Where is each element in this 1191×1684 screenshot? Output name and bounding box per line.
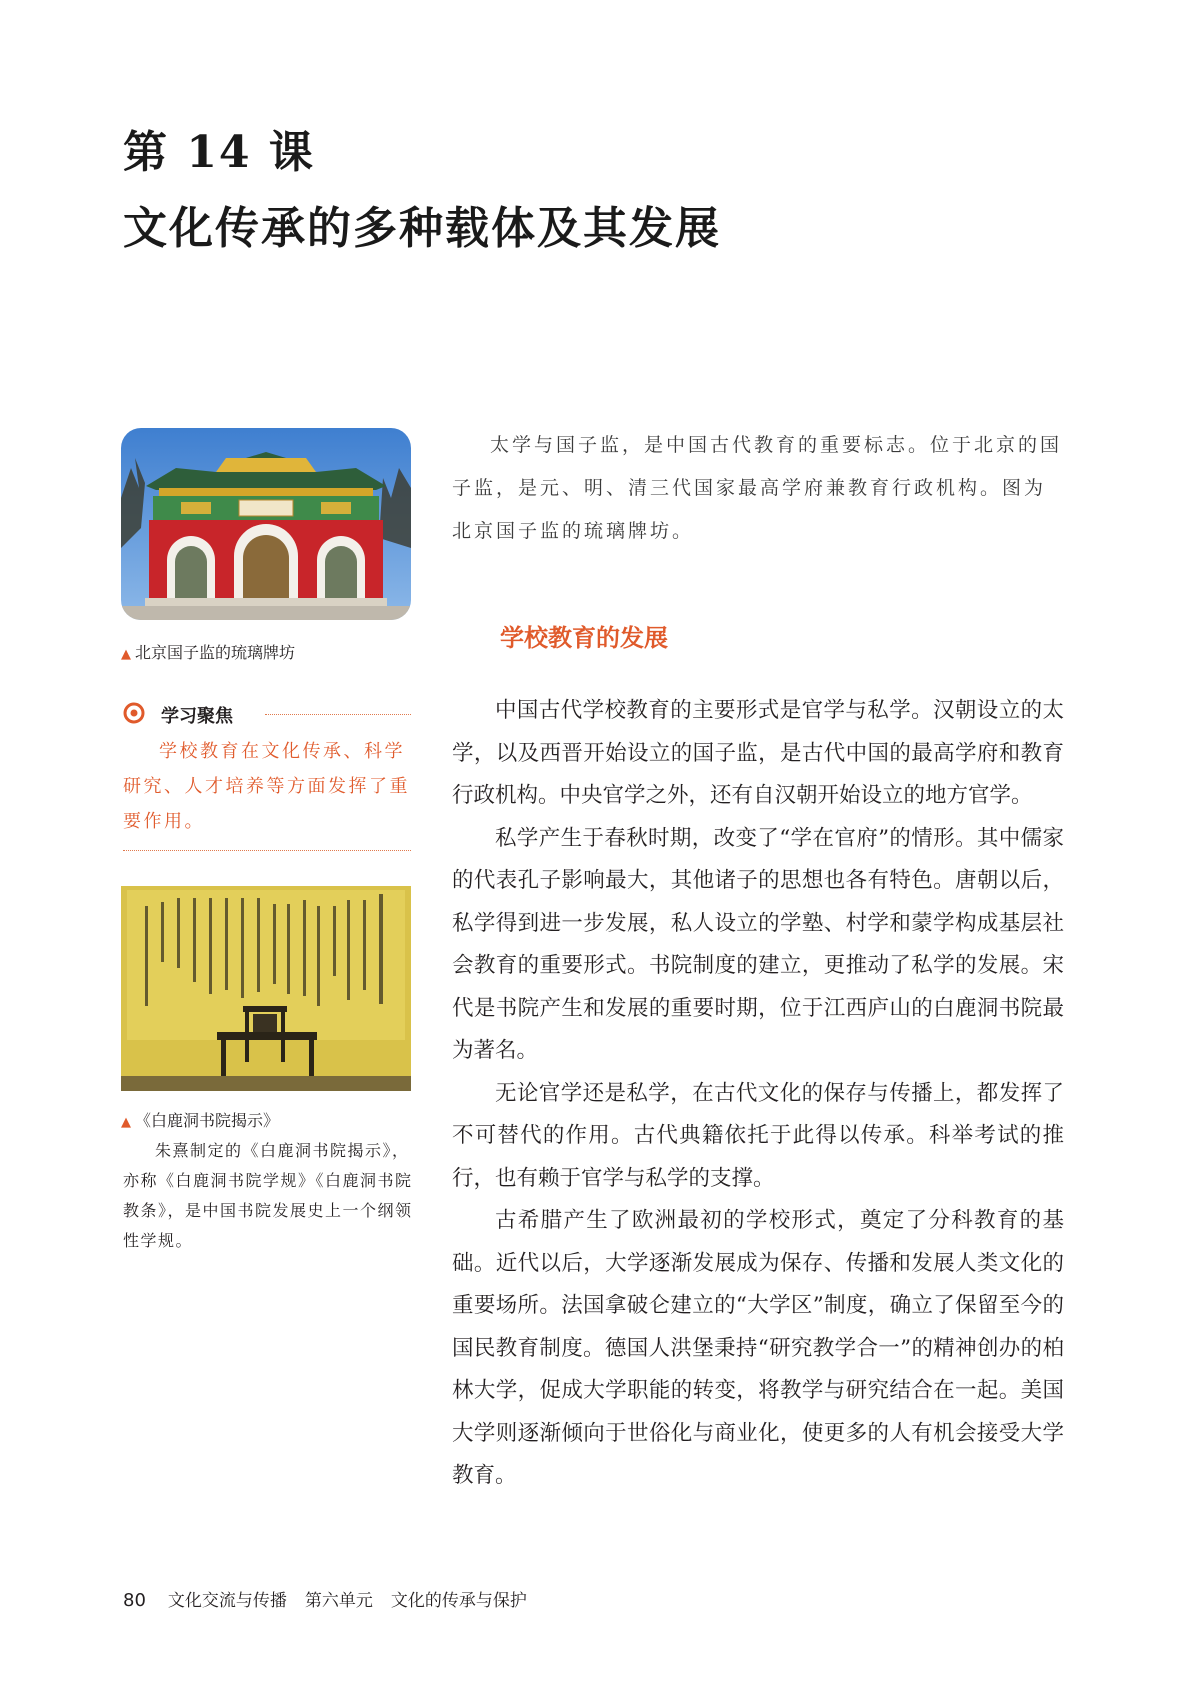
section-heading: 学校教育的发展 bbox=[500, 624, 668, 652]
lesson-title: 文化传承的多种载体及其发展 bbox=[123, 203, 721, 254]
dotted-divider bbox=[123, 850, 411, 851]
study-focus-text: 学校教育在文化传承、科学研究、人才培养等方面发挥了重要作用。 bbox=[123, 741, 410, 832]
caption-triangle-icon: ▲ bbox=[121, 647, 131, 662]
inscription-caption-text: 《白鹿洞书院揭示》 bbox=[135, 1111, 280, 1130]
archway-photo bbox=[121, 428, 411, 620]
inscription-caption bbox=[121, 1108, 279, 1131]
page-number: 80 bbox=[123, 1590, 146, 1611]
target-icon bbox=[123, 702, 145, 724]
archway-caption bbox=[121, 640, 295, 663]
caption-triangle-icon: ▲ bbox=[121, 1115, 131, 1130]
footer-book: 文化交流与传播 bbox=[167, 1591, 287, 1611]
page-footer bbox=[123, 1586, 545, 1611]
intro-paragraph: 太学与国子监，是中国古代教育的重要标志。位于北京的国子监，是元、明、清三代国家最高学府兼教育行政机构。图为北京国子监的琉璃牌坊。 bbox=[452, 434, 1063, 542]
archway-caption-text: 北京国子监的琉璃牌坊 bbox=[135, 643, 296, 662]
dotted-divider bbox=[265, 714, 411, 715]
inscription-note: 朱熹制定的《白鹿洞书院揭示》，亦称《白鹿洞书院学规》《白鹿洞书院教条》，是中国书院发展史上一个纲领性学规。 bbox=[123, 1141, 413, 1250]
body-paragraph: 中国古代学校教育的主要形式是官学与私学。汉朝设立的太学，以及西晋开始设立的国子监，是古代中国的最高学府和教育行政机构。中央官学之外，还有自汉朝开始设立的地方官学。 bbox=[452, 698, 1064, 808]
body-paragraph: 古希腊产生了欧洲最初的学校形式，奠定了分科教育的基础。近代以后，大学逐渐发展成为保存、传播和发展人类文化的重要场所。法国拿破仑建立的“大学区”制度，确立了保留至今的国民教育制度。德国人洪堡秉持“研究教学合一”的精神创办的柏林大学，促成大学职能的转变，将教学与研究结合在一起。美国大学则逐渐倾向于世俗化与商业化，使更多的人有机会接受大学教育。 bbox=[452, 1208, 1064, 1488]
section-body bbox=[452, 690, 1064, 1498]
body-paragraph: 私学产生于春秋时期，改变了“学在官府”的情形。其中儒家的代表孔子影响最大，其他诸子的思想也各有特色。唐朝以后，私学得到进一步发展，私人设立的学塾、村学和蒙学构成基层社会教育的重要形式。书院制度的建立，更推动了私学的发展。宋代是书院产生和发展的重要时期，位于江西庐山的白鹿洞书院最为著名。 bbox=[452, 825, 1064, 1063]
study-focus-header bbox=[123, 700, 411, 728]
footer-unit: 第六单元 bbox=[304, 1591, 373, 1611]
study-focus-label: 学习聚焦 bbox=[161, 706, 233, 727]
footer-unit-title: 文化的传承与保护 bbox=[390, 1591, 527, 1611]
body-paragraph: 无论官学还是私学，在古代文化的保存与传播上，都发挥了不可替代的作用。古代典籍依托于此得以传承。科举考试的推行，也有赖于官学与私学的支撑。 bbox=[452, 1080, 1064, 1191]
inscription-photo bbox=[121, 886, 411, 1091]
lesson-number: 第 14 课 bbox=[123, 127, 315, 178]
